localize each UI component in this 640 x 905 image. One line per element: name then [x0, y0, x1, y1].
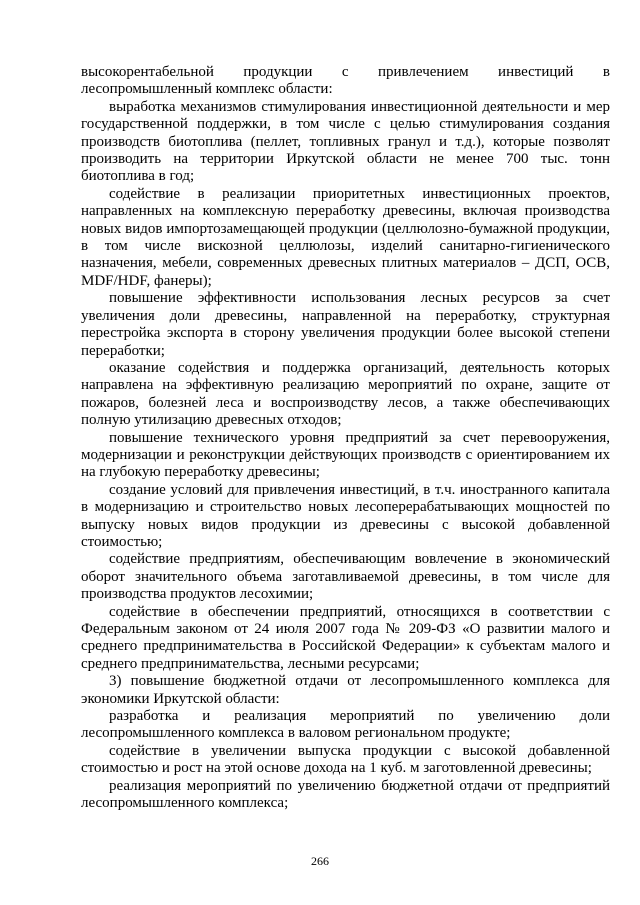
paragraph-forest-protection-support: оказание содействия и поддержка организаций, деятельность которых направлена на эффективную реализацию мероприятий по охране, защите от пожаров, болезней леса и воспроизводству лесов, а также обеспечивающих полную утилизацию древесных отходов;: [81, 359, 610, 429]
page-number: 266: [311, 854, 329, 868]
paragraph-biofuel-mechanisms: выработка механизмов стимулирования инвестиционной деятельности и мер государственной поддержки, в том числе с целью стимулирования создания производств биотоплива (пеллет, топливных гранул и т.д.), которые позволят производить на территории Иркутской области не менее 700 тыс. тонн биотоплива в год;: [81, 98, 610, 185]
paragraph-forest-resources-efficiency: повышение эффективности использования лесных ресурсов за счет увеличения доли древесины, направленной на переработку, структурная перестройка экспорта в сторону увеличения продукции более высокой степени переработки;: [81, 290, 610, 359]
paragraph-grp-share: разработка и реализация мероприятий по увеличению доли лесопромышленного комплекса в валовом региональном продукте;: [81, 708, 610, 742]
document-body: [81, 64, 610, 812]
paragraph-budget-return-measures: реализация мероприятий по увеличению бюджетной отдачи от предприятий лесопромышленного комплекса;: [81, 777, 610, 812]
paragraph-investment-conditions: создание условий для привлечения инвестиций, в т.ч. иностранного капитала в модернизацию и строительство новых лесоперерабатывающих мощностей по выпуску новых видов продукции из древесины с высокой добавленной стоимостью;: [81, 481, 610, 550]
paragraph-continuation: высокорентабельной продукции с привлечением инвестиций в лесопромышленный комплекс области:: [81, 64, 610, 98]
paragraph-value-added-output: содействие в увеличении выпуска продукции с высокой добавленной стоимостью и рост на этой основе дохода на 1 куб. м заготовленной древесины;: [81, 742, 610, 777]
paragraph-small-business-support: содействие в обеспечении предприятий, относящихся в соответствии с Федеральным законом от 24 июля 2007 года № 209-ФЗ «О развитии малого и среднего предпринимательства в Российской Федерации» к субъектам малого и среднего предпринимательства, лесными ресурсами;: [81, 603, 610, 672]
paragraph-wood-harvest-involvement: содействие предприятиям, обеспечивающим вовлечение в экономический оборот значительного объема заготавливаемой древесины, в том числе для производства продуктов лесохимии;: [81, 551, 610, 603]
paragraph-technical-level: повышение технического уровня предприятий за счет перевооружения, модернизации и реконструкции действующих производств с ориентированием их на глубокую переработку древесины;: [81, 429, 610, 481]
paragraph-budget-return-heading: 3) повышение бюджетной отдачи от лесопромышленного комплекса для экономики Иркутской области:: [81, 673, 610, 707]
paragraph-priority-projects: содействие в реализации приоритетных инвестиционных проектов, направленных на комплексную переработку древесины, включая производства новых видов импортозамещающей продукции (целлюлозно-бумажной продукции, в том числе вискозной целлюлозы, изделий санитарно-гигиенического назначения, мебели, современных древесных плитных материалов – ДСП, OCB, MDF/HDF, фанеры);: [81, 185, 610, 289]
